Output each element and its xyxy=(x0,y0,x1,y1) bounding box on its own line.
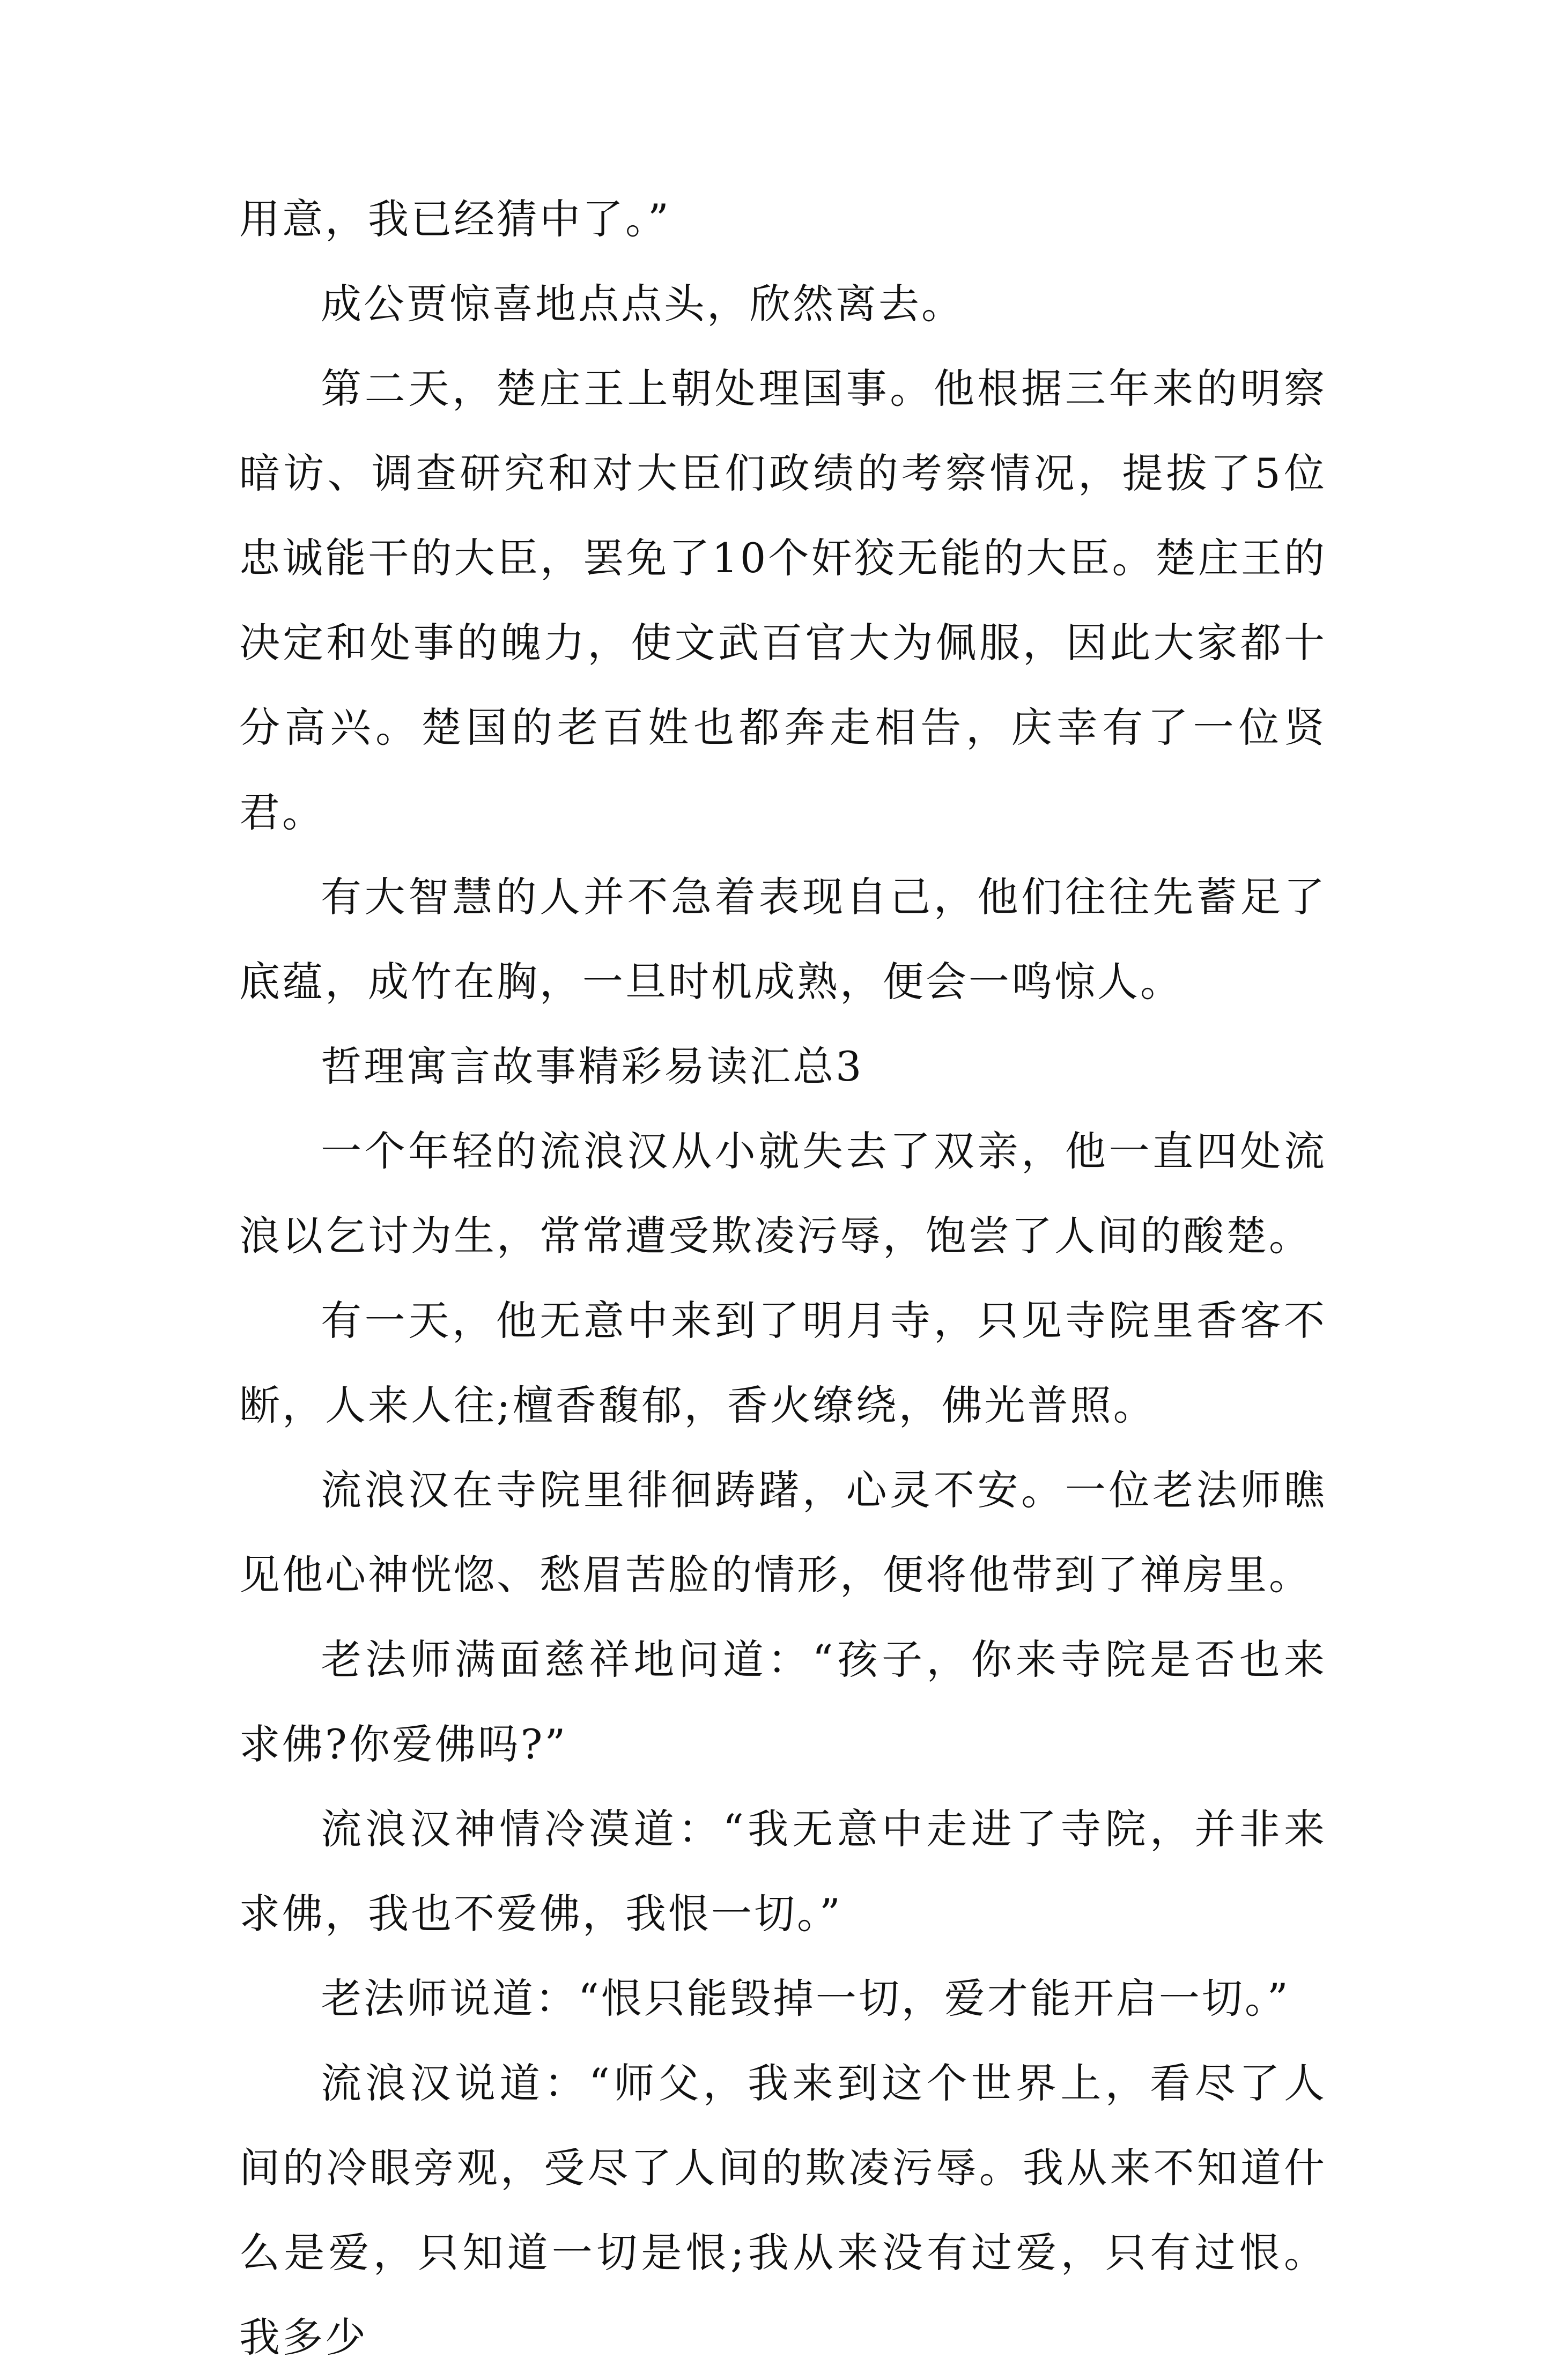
paragraph-10: 老法师说道：“恨只能毁掉一切，爱才能开启一切。” xyxy=(321,1975,1290,2022)
paragraph-6: 有一天，他无意中来到了明月寺，只见寺院里香客不断，人来人往;檀香馥郁，香火缭绕，佛光普照。 xyxy=(239,1297,1327,1429)
paragraph-3: 第二天，楚庄王上朝处理国事。他根据三年来的明察暗访、调查研究和对大臣们政绩的考察情况，提拔了5位忠诚能干的大臣，罢免了10个奸狡无能的大臣。楚庄王的决定和处事的魄力，使文武百官大为佩服，因此大家都十分高兴。楚国的老百姓也都奔走相告，庆幸有了一位贤君。 xyxy=(239,365,1327,836)
section-heading: 哲理寓言故事精彩易读汇总3 xyxy=(321,1043,864,1090)
paragraph-2: 成公贾惊喜地点点头，欣然离去。 xyxy=(321,280,964,328)
paragraph-11: 流浪汉说道：“师父，我来到这个世界上，看尽了人间的冷眼旁观，受尽了人间的欺凌污辱。我从来不知道什么是爱，只知道一切是恨;我从来没有过爱，只有过恨。我多少 xyxy=(239,2059,1327,2361)
paragraph-4: 有大智慧的人并不急着表现自己，他们往往先蓄足了底蕴，成竹在胸，一旦时机成熟，便会一鸣惊人。 xyxy=(239,873,1327,1006)
paragraph-7: 流浪汉在寺院里徘徊踌躇，心灵不安。一位老法师瞧见他心神恍惚、愁眉苦脸的情形，便将他带到了禅房里。 xyxy=(239,1466,1327,1599)
paragraph-1: 用意，我已经猜中了。” xyxy=(239,195,671,243)
body-text xyxy=(239,177,1327,2380)
paragraph-8: 老法师满面慈祥地问道：“孩子，你来寺院是否也来求佛?你爱佛吗?” xyxy=(239,1636,1327,1768)
paragraph-9: 流浪汉神情冷漠道：“我无意中走进了寺院，并非来求佛，我也不爱佛，我恨一切。” xyxy=(239,1805,1327,1938)
paragraph-5: 一个年轻的流浪汉从小就失去了双亲，他一直四处流浪以乞讨为生，常常遭受欺凌污辱，饱尝了人间的酸楚。 xyxy=(239,1127,1327,1260)
